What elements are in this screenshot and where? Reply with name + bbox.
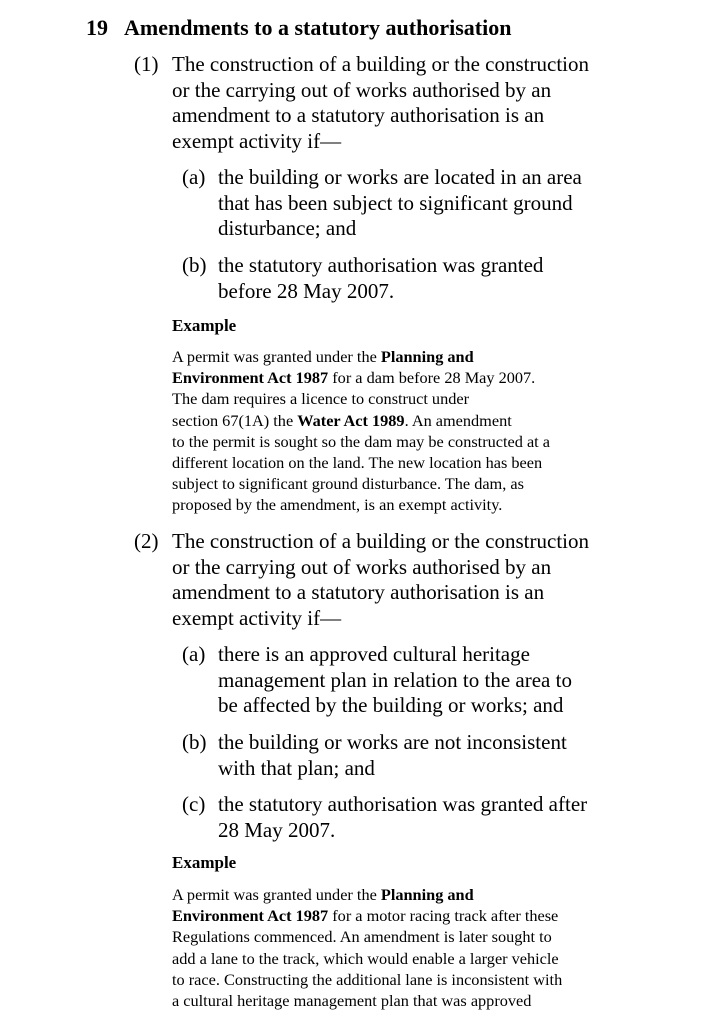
- text-line: disturbance; and: [218, 216, 357, 240]
- paragraph-1a: [182, 165, 622, 242]
- example-title: Example: [172, 316, 237, 335]
- subsection-label: (2): [134, 529, 159, 553]
- text-line: be affected by the building or works; and: [218, 693, 564, 717]
- subsection-2: [134, 529, 634, 631]
- text-line: that has been subject to significant ground: [218, 190, 573, 215]
- text-line: exempt activity if—: [172, 128, 342, 153]
- paragraph-label: (a): [182, 165, 206, 189]
- section-title: Amendments to a statutory authorisation: [124, 15, 512, 40]
- text-line: the statutory authorisation was granted after: [218, 792, 588, 816]
- text-line: The construction of a building or the construction: [172, 52, 589, 76]
- subsection-text: [172, 529, 634, 631]
- text-run: proposed by the amendment, is an exempt activity.: [172, 495, 503, 515]
- text-run: The dam requires a licence to construct under: [172, 389, 470, 409]
- text-line: the statutory authorisation was granted: [218, 253, 544, 277]
- text-run: a cultural heritage management plan that was approved: [172, 991, 532, 1011]
- text-run: for a motor racing track after these: [328, 906, 559, 926]
- text-line: there is an approved cultural heritage: [218, 642, 530, 666]
- paragraph-2b: [182, 730, 622, 781]
- text-run: A permit was granted under the: [172, 885, 381, 904]
- text-line: management plan in relation to the area to: [218, 667, 572, 692]
- section-heading: [86, 14, 511, 42]
- paragraph-label: (c): [182, 792, 206, 816]
- text-line: amendment to a statutory authorisation is an: [172, 580, 545, 604]
- text-run: subject to significant ground disturbance. The dam, as: [172, 474, 524, 494]
- text-line: or the carrying out of works authorised by an: [172, 77, 552, 102]
- example-line: [172, 346, 622, 367]
- text-run: . An amendment: [404, 410, 512, 430]
- text-run: different location on the land. The new location has been: [172, 453, 543, 473]
- act-citation: Environment Act 1987: [172, 906, 329, 926]
- example-line: [172, 367, 622, 388]
- example-line: [172, 452, 622, 473]
- example-line: [172, 388, 622, 409]
- example-line: [172, 948, 622, 969]
- text-line: the building or works are located in an area: [218, 165, 582, 189]
- example-line: [172, 905, 622, 926]
- example-line: [172, 969, 622, 990]
- example-line: [172, 473, 622, 494]
- example-body: [172, 884, 622, 1011]
- text-run: Regulations commenced. An amendment is later sought to: [172, 927, 552, 947]
- section-number: 19: [86, 15, 108, 40]
- text-line: with that plan; and: [218, 755, 375, 780]
- subsection-label: (1): [134, 52, 159, 76]
- paragraph-label: (a): [182, 642, 206, 666]
- paragraph-2c: [182, 792, 622, 843]
- text-run: A permit was granted under the: [172, 347, 381, 366]
- paragraph-label: (b): [182, 253, 207, 277]
- act-citation: Planning and: [380, 885, 474, 904]
- text-run: to the permit is sought so the dam may be constructed at a: [172, 431, 550, 451]
- subsection-1: [134, 52, 634, 154]
- text-line: or the carrying out of works authorised by an: [172, 554, 552, 579]
- text-run: for a dam before 28 May 2007.: [328, 368, 536, 388]
- text-run: section 67(1A) the: [172, 410, 298, 430]
- text-line: exempt activity if—: [172, 605, 342, 630]
- paragraph-2a: [182, 642, 622, 719]
- example-line: [172, 926, 622, 947]
- paragraph-1b: [182, 253, 622, 304]
- act-citation: Environment Act 1987: [172, 368, 329, 388]
- example-line: [172, 884, 622, 905]
- example-line: [172, 494, 622, 515]
- text-line: the building or works are not inconsistent: [218, 730, 567, 754]
- example-line: [172, 431, 622, 452]
- text-line: amendment to a statutory authorisation is an: [172, 103, 545, 127]
- text-run: add a lane to the track, which would enable a larger vehicle: [172, 948, 559, 968]
- text-line: 28 May 2007.: [218, 817, 336, 842]
- paragraph-label: (b): [182, 730, 207, 754]
- act-citation: Planning and: [380, 347, 474, 366]
- text-line: before 28 May 2007.: [218, 278, 395, 303]
- example-body: [172, 346, 622, 516]
- example-line: [172, 410, 622, 431]
- text-run: to race. Constructing the additional lane is inconsistent with: [172, 969, 563, 989]
- example-line: [172, 990, 622, 1011]
- act-citation: Water Act 1989: [297, 410, 405, 430]
- example-title: Example: [172, 853, 237, 872]
- subsection-text: [172, 52, 634, 154]
- text-line: The construction of a building or the construction: [172, 529, 589, 553]
